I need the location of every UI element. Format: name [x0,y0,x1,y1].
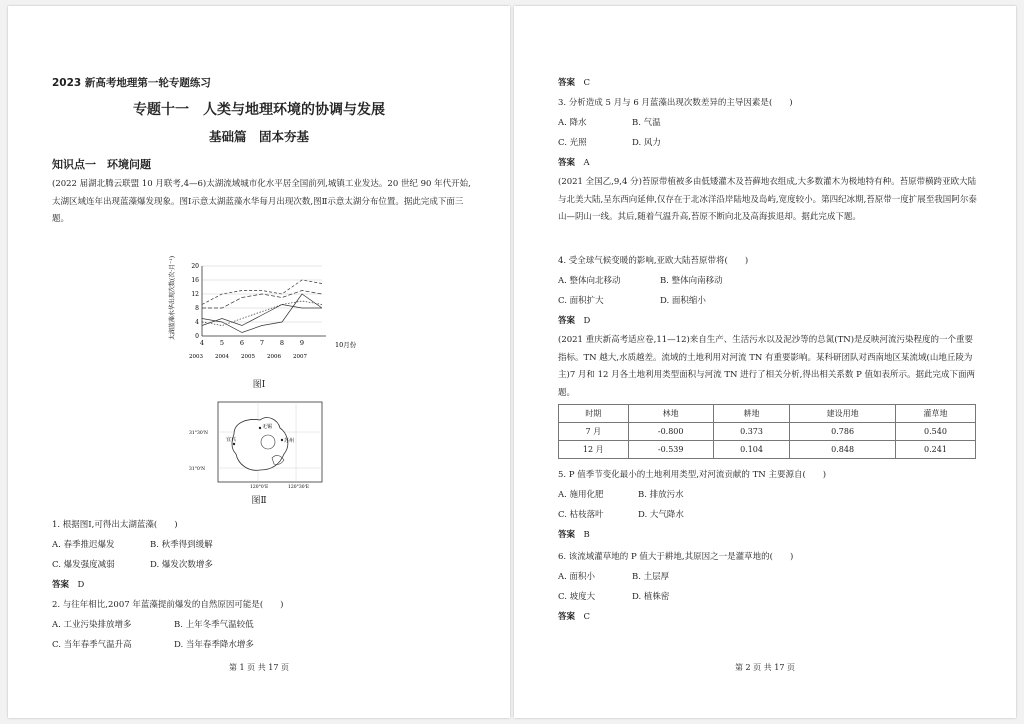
answer-value: B [583,530,590,540]
option-5d: D. 大气降水 [638,510,684,520]
section-heading: 知识点一 环境问题 [52,158,151,171]
answer-label: 答案 [52,580,70,590]
map-lon-label: 120°0'E [250,485,269,490]
figure-1-caption: 图Ⅰ [252,380,266,390]
intro-paragraph-2: (2021 全国乙,9,4 分)苔原带植被多由低矮灌木及苔藓地衣组成,大多数灌木为极地特有种。苔原带横跨亚欧大陆与北美大陆,呈东西向延伸,仅存在于北冰洋沿岸陆地及岛屿,宽度较小。第四纪冰期,苔原带一度扩展至我国阿尔泰山—阴山一线。其后,随着气温升高,苔原不断向北及高海拔退却。据此完成下题。 [558,177,977,222]
answer-label: 答案 [558,158,576,168]
option-4c: C. 面积扩大 [558,296,604,306]
year-label: 2007 [293,354,307,360]
option-2c: C. 当年春季气温升高 [52,640,132,650]
y-tick-label: 12 [191,291,199,298]
table-cell: 7 月 [559,423,629,441]
page-subtitle: 基础篇 固本夯基 [208,129,309,144]
question-6-stem: 6. 该流域灌草地的 P 值大于耕地,其原因之一是灌草地的( ) [558,552,794,562]
tn-correlation-table [558,404,976,459]
question-1-stem: 1. 根据图Ⅰ,可得出太湖蓝藻( ) [52,520,178,530]
option-6a: A. 面积小 [558,572,596,582]
table-header-row [559,405,976,423]
chart-lines [202,280,322,333]
series-line-2007 [202,280,322,305]
x-tick-label: 7 [259,339,265,347]
x-tick-label: 5 [219,339,225,347]
map-lat-label: 31°30'N [189,431,208,436]
answer-value: D [583,316,591,326]
option-5a: A. 施用化肥 [558,490,604,500]
taihu-lake-outline [232,418,288,471]
table-header: 林地 [628,405,713,423]
page-2 [514,6,1016,718]
y-tick-label: 0 [195,333,199,340]
answer-label: 答案 [558,530,576,540]
year-label: 2004 [215,354,229,360]
doc-header: 2023 新高考地理第一轮专题练习 [52,77,211,89]
option-1b: B. 秋季得到缓解 [150,540,213,550]
page-title: 专题十一 人类与地理环境的协调与发展 [133,102,385,118]
table-header: 建设用地 [790,405,896,423]
map-lon-label: 120°30'E [288,485,310,490]
table-cell: 12 月 [559,441,629,459]
y-tick-label: 8 [195,305,199,312]
table-header: 时期 [559,405,629,423]
table-cell: 0.540 [895,423,975,441]
answer-6 [558,612,590,623]
figure-2-caption: 图Ⅱ [251,496,267,506]
table-cell: 0.241 [895,441,975,459]
series-line-2005 [202,291,322,309]
city-label-yixing: 宜兴 [226,437,237,443]
question-5-stem: 5. P 值季节变化最小的土地利用类型,对河流贡献的 TN 主要源自( ) [558,470,827,480]
y-tick-label: 16 [191,277,199,284]
option-1d: D. 爆发次数增多 [150,560,213,570]
answer-1 [52,580,84,591]
option-5b: B. 排放污水 [638,490,684,500]
bloom-frequency-chart [162,238,362,370]
question-3-stem: 3. 分析造成 5 月与 6 月蓝藻出现次数差异的主导因素是( ) [558,98,793,108]
x-tick-label: 9 [299,339,305,347]
question-2-stem: 2. 与往年相比,2007 年蓝藻提前爆发的自然原因可能是( ) [52,600,284,610]
page-2-footer: 第 2 页 共 17 页 [735,663,795,672]
table-cell: 0.786 [790,423,896,441]
answer-4 [558,316,590,327]
taihu-location-map [188,398,328,490]
y-axis-label: 太湖蓝藻水华出现次数(次·月⁻¹) [169,255,176,341]
option-4d: D. 面积缩小 [660,296,706,306]
city-marker [259,427,261,429]
answer-value: D [77,580,85,590]
intro-paragraph: (2022 届湖北腾云联盟 10 月联考,4—6)太湖流域城市化水平居全国前列,城镇工业发达。20 世纪 90 年代开始,太湖区域连年出现蓝藻爆发现象。图Ⅰ示意太湖蓝藻水华每月出现次数,图Ⅱ示意太湖分布位置。据此完成下面三题。 [52,179,471,224]
map-lat-label: 31°0'N [189,467,206,472]
series-line-2003 [202,305,322,326]
answer-label: 答案 [558,612,576,622]
year-label: 2006 [267,354,281,360]
option-4b: B. 整体向南移动 [660,276,723,286]
intro-paragraph-3: (2021 重庆新高考适应卷,11—12)来自生产、生活污水以及泥沙等的总氮(TN)是反映河流污染程度的一个重要指标。TN 越大,水质越差。流域的土地利用对河流 TN 有重要影响。某科研团队对西南地区某流域(山地丘陵为主)7 月和 12 月各土地利用类型面积与河流 TN 进行了相关分析,得出相关系数 P 值如表所示。据此完成下面两题。 [558,335,975,398]
city-marker [233,443,235,445]
answer-value: C [583,612,591,622]
page-1-footer: 第 1 页 共 17 页 [229,663,289,672]
answer-2 [558,78,590,89]
table-cell: 0.848 [790,441,896,459]
table-row [559,441,976,459]
answer-value: A [583,158,590,168]
answer-label: 答案 [558,78,576,88]
option-6c: C. 坡度大 [558,592,596,602]
table-cell: 0.104 [713,441,790,459]
answer-value: C [583,78,591,88]
option-3b: B. 气温 [632,118,661,128]
option-1c: C. 爆发强度减弱 [52,560,115,570]
table-header: 灌草地 [895,405,975,423]
option-4a: A. 整体向北移动 [558,276,621,286]
table-header: 耕地 [713,405,790,423]
city-label-suzhou: 苏州 [284,438,295,444]
year-label: 2003 [189,354,203,360]
answer-5 [558,530,590,541]
option-6d: D. 植株密 [632,592,670,602]
option-6b: B. 土层厚 [632,572,670,582]
option-3c: C. 光照 [558,138,587,148]
option-3d: D. 风力 [632,138,661,148]
option-3a: A. 降水 [558,118,587,128]
y-tick-label: 20 [191,263,199,270]
x-tick-label: 6 [239,339,245,347]
city-label-wuxi: 无锡 [262,424,273,430]
table-cell: -0.539 [628,441,713,459]
year-label: 2005 [241,354,255,360]
option-2a: A. 工业污染排放增多 [52,620,132,630]
city-marker [281,439,283,441]
x-axis-label: 10月份 [335,341,357,349]
option-2b: B. 上年冬季气温较低 [174,620,254,630]
option-5c: C. 枯枝落叶 [558,510,604,520]
option-1a: A. 春季推迟爆发 [52,540,115,550]
answer-label: 答案 [558,316,576,326]
table-row [559,423,976,441]
table-cell: 0.373 [713,423,790,441]
page-1 [8,6,510,718]
option-2d: D. 当年春季降水增多 [174,640,254,650]
table-cell: -0.800 [628,423,713,441]
x-tick-label: 4 [199,339,205,347]
y-tick-label: 4 [195,319,199,326]
question-4-stem: 4. 受全球气候变暖的影响,亚欧大陆苔原带将( ) [558,256,749,266]
series-line-2004 [202,294,322,333]
answer-3 [558,158,590,169]
x-tick-label: 8 [279,339,285,347]
